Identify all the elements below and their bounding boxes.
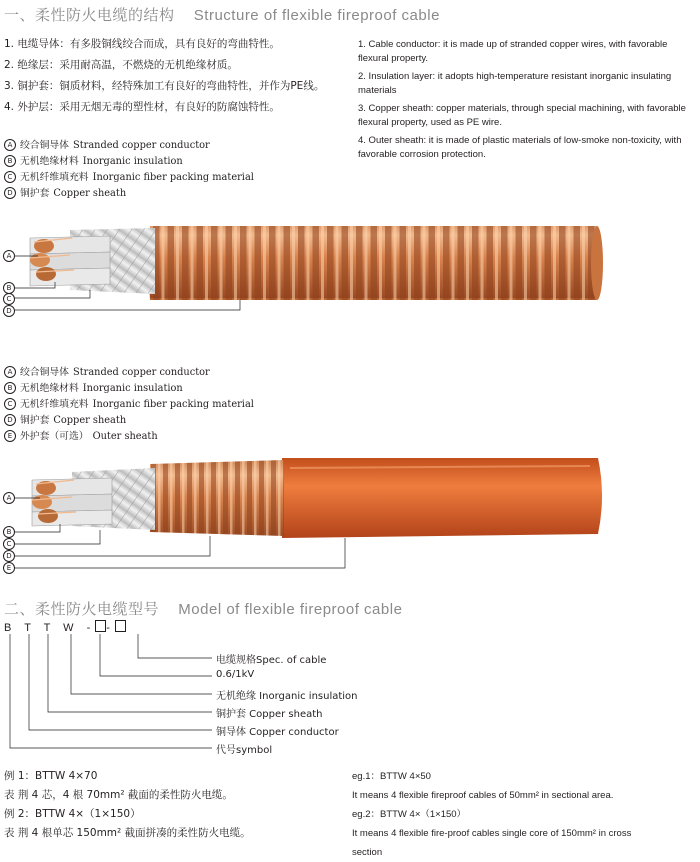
model-label-conductor: 铜导体 Copper conductor bbox=[216, 727, 339, 738]
example-en-line: section bbox=[352, 847, 383, 858]
section2-title-cn: 二、柔性防火电缆型号 bbox=[4, 600, 160, 618]
legend-item bbox=[4, 365, 254, 381]
copper-sheath-1 bbox=[148, 226, 603, 300]
cable-diagram-1 bbox=[0, 208, 700, 323]
model-dash: - bbox=[106, 622, 115, 634]
feature-en-item: 3. Copper sheath: copper materials, through special machining, with favorable flexural property, used as PE wire. bbox=[358, 103, 686, 128]
legend-letter: E bbox=[4, 430, 16, 442]
example-en-line: It means 4 flexible fireproof cables of 50mm² in sectional area. bbox=[352, 790, 614, 801]
legend-en: Inorganic insulation bbox=[82, 156, 183, 167]
outer-sheath-2 bbox=[282, 458, 602, 538]
section2-title bbox=[4, 598, 402, 619]
example-en-line: eg.1：BTTW 4×50 bbox=[352, 771, 431, 782]
legend-item bbox=[4, 413, 254, 429]
legend-item bbox=[4, 397, 254, 413]
cable-diagram-2 bbox=[0, 448, 700, 580]
legend-item bbox=[4, 186, 254, 202]
example-cn-line: 例 1：BTTW 4×70 bbox=[4, 770, 98, 782]
model-box-1 bbox=[95, 620, 106, 632]
examples-cn bbox=[4, 767, 251, 843]
legend-letter: C bbox=[4, 398, 16, 410]
model-label-insulation: 无机绝缘 Inorganic insulation bbox=[216, 691, 358, 702]
legend-cn: 铜护套 bbox=[20, 415, 50, 426]
label-a-2: A bbox=[3, 492, 15, 504]
example-cn-line: 表 荆 4 芯，4 根 70mm² 截面的柔性防火电缆。 bbox=[4, 789, 233, 801]
legend-cn: 外护套（可选） bbox=[20, 431, 89, 442]
legend-item bbox=[4, 138, 254, 154]
feature-en-item: 2. Insulation layer: it adopts high-temperature resistant inorganic insulating materials bbox=[358, 71, 672, 96]
legend-item bbox=[4, 381, 254, 397]
label-b-2: B bbox=[3, 526, 15, 538]
legend-cn: 绞合铜导体 bbox=[20, 140, 69, 151]
legend-letter: B bbox=[4, 155, 16, 167]
legend-en: Copper sheath bbox=[53, 415, 127, 426]
label-b-1: B bbox=[3, 282, 15, 294]
section1-title bbox=[4, 4, 440, 25]
label-a-1: A bbox=[3, 250, 15, 262]
model-code-text: B T T W - bbox=[4, 622, 96, 634]
legend-en: Outer sheath bbox=[92, 431, 158, 442]
legend-en: Copper sheath bbox=[53, 188, 127, 199]
legend-item bbox=[4, 154, 254, 170]
legend-2 bbox=[4, 365, 254, 445]
legend-cn: 无机绝缘材料 bbox=[20, 156, 79, 167]
legend-cn: 无机绝缘材料 bbox=[20, 383, 79, 394]
model-box-2 bbox=[115, 620, 126, 632]
label-e-2: E bbox=[3, 562, 15, 574]
legend-letter: A bbox=[4, 139, 16, 151]
model-label-symbol: 代号symbol bbox=[216, 745, 273, 756]
copper-sheath-2 bbox=[150, 460, 284, 536]
example-en-line: eg.2：BTTW 4×（1×150） bbox=[352, 809, 467, 820]
label-d-1: D bbox=[3, 305, 15, 317]
legend-letter: C bbox=[4, 171, 16, 183]
example-cn-line: 例 2：BTTW 4×（1×150） bbox=[4, 808, 141, 820]
legend-letter: B bbox=[4, 382, 16, 394]
legend-en: Inorganic fiber packing material bbox=[92, 172, 254, 183]
model-label-voltage: 0.6/1kV bbox=[216, 669, 255, 680]
legend-1 bbox=[4, 138, 254, 202]
legend-en: Inorganic insulation bbox=[82, 383, 183, 394]
legend-letter: A bbox=[4, 366, 16, 378]
label-c-2: C bbox=[3, 538, 15, 550]
legend-cn: 无机纤维填充料 bbox=[20, 172, 89, 183]
legend-cn: 无机纤维填充料 bbox=[20, 399, 89, 410]
model-label-spec: 电缆规格Spec. of cable bbox=[216, 655, 327, 666]
legend-item bbox=[4, 170, 254, 186]
examples-en bbox=[352, 767, 631, 862]
legend-cn: 铜护套 bbox=[20, 188, 50, 199]
legend-en: Stranded copper conductor bbox=[72, 367, 210, 378]
feature-cn-item: 1. 电缆导体：有多股铜线绞合而成，具有良好的弯曲特性。 bbox=[4, 38, 280, 50]
legend-letter: D bbox=[4, 414, 16, 426]
model-code bbox=[4, 620, 126, 634]
legend-en: Inorganic fiber packing material bbox=[92, 399, 254, 410]
legend-letter: D bbox=[4, 187, 16, 199]
example-en-line: It means 4 flexible fire-proof cables single core of 150mm² in cross bbox=[352, 828, 632, 839]
feature-en-item: 1. Cable conductor: it is made up of stranded copper wires, with favorable flexural property. bbox=[358, 39, 668, 64]
legend-item bbox=[4, 429, 254, 445]
feature-en-item: 4. Outer sheath: it is made of plastic materials of low-smoke non-toxicity, with favorable corrosion protection. bbox=[358, 135, 682, 160]
label-c-1: C bbox=[3, 293, 15, 305]
features-en-list bbox=[358, 38, 688, 166]
legend-en: Stranded copper conductor bbox=[72, 140, 210, 151]
label-d-2: D bbox=[3, 550, 15, 562]
section1-title-en: Structure of flexible fireproof cable bbox=[193, 7, 440, 24]
features-cn-list bbox=[4, 36, 324, 116]
legend-cn: 绞合铜导体 bbox=[20, 367, 69, 378]
section2-title-en: Model of flexible fireproof cable bbox=[178, 601, 403, 618]
model-label-sheath: 铜护套 Copper sheath bbox=[216, 709, 323, 720]
feature-cn-item: 3. 铜护套：铜质材料，经特殊加工有良好的弯曲特性，并作为PE线。 bbox=[4, 80, 325, 92]
section1-title-cn: 一、柔性防火电缆的结构 bbox=[4, 6, 175, 24]
feature-cn-item: 4. 外护层：采用无烟无毒的塑性材，有良好的防腐蚀特性。 bbox=[4, 101, 280, 113]
feature-cn-item: 2. 绝缘层：采用耐高温，不燃烧的无机绝缘材质。 bbox=[4, 59, 238, 71]
example-cn-line: 表 荆 4 根单芯 150mm² 截面拼凑的柔性防火电缆。 bbox=[4, 827, 251, 839]
